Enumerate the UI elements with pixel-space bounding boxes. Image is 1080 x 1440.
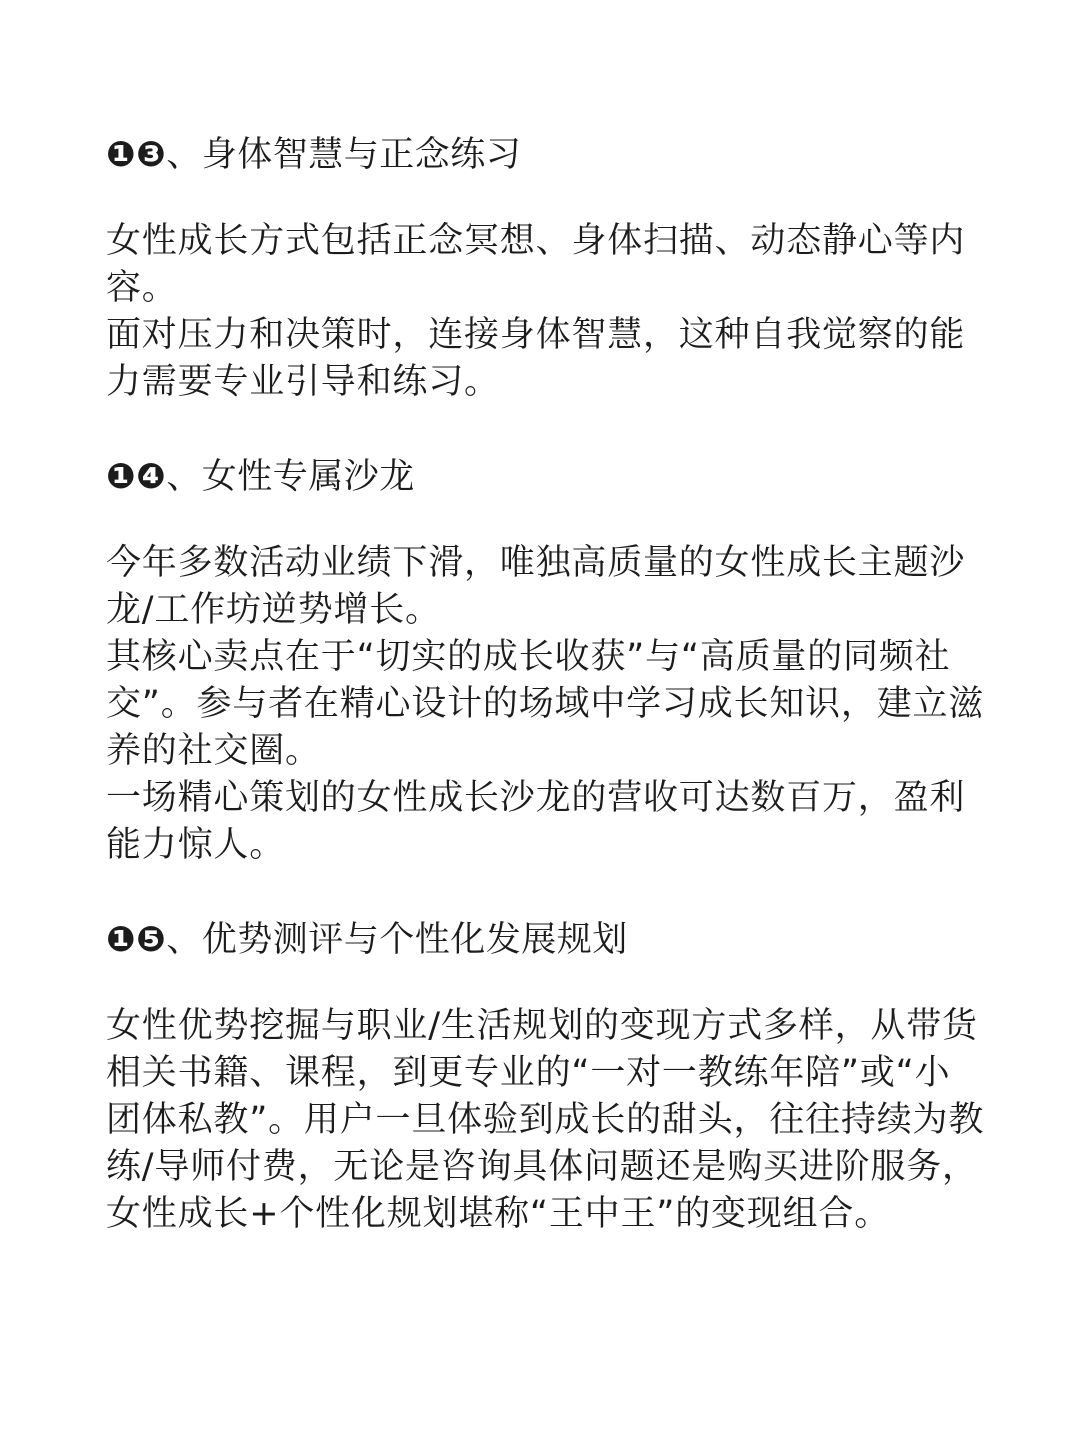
section-body (106, 218, 986, 406)
section-heading (106, 130, 986, 180)
section-heading (106, 452, 986, 502)
section-number: ❶❺ (106, 920, 167, 960)
section-title-text: 、女性专属沙龙 (166, 457, 415, 497)
paragraph: 其核心卖点在于“切实的成长收获”与“高质量的同频社交”。参与者在精心设计的场域中学习成长知识，建立滋养的社交圈。 (106, 637, 985, 771)
paragraph: 面对压力和决策时，连接身体智慧，这种自我觉察的能力需要专业引导和练习。 (106, 315, 966, 402)
paragraph: 女性成长方式包括正念冥想、身体扫描、动态静心等内容。 (106, 221, 966, 308)
section-title-text: 、身体智慧与正念练习 (166, 135, 522, 175)
section-13 (106, 130, 986, 406)
section-title-text: 、优势测评与个性化发展规划 (166, 920, 628, 960)
section-body (106, 1003, 986, 1238)
article-body (106, 130, 986, 1284)
section-15 (106, 915, 986, 1238)
paragraph: 女性优势挖掘与职业/生活规划的变现方式多样，从带货相关书籍、课程，到更专业的“一对一教练年陪”或“小团体私教”。用户一旦体验到成长的甜头，往往持续为教练/导师付费，无论是咨询具体问题还是购买进阶服务，女性成长+个性化规划堪称“王中王”的变现组合。 (106, 1006, 985, 1234)
section-number: ❶❸ (106, 135, 167, 175)
section-number: ❶❹ (106, 457, 167, 497)
section-14 (106, 452, 986, 869)
paragraph: 一场精心策划的女性成长沙龙的营收可达数百万，盈利能力惊人。 (106, 778, 966, 865)
section-body (106, 540, 986, 869)
paragraph: 今年多数活动业绩下滑，唯独高质量的女性成长主题沙龙/工作坊逆势增长。 (106, 543, 966, 630)
section-heading (106, 915, 986, 965)
